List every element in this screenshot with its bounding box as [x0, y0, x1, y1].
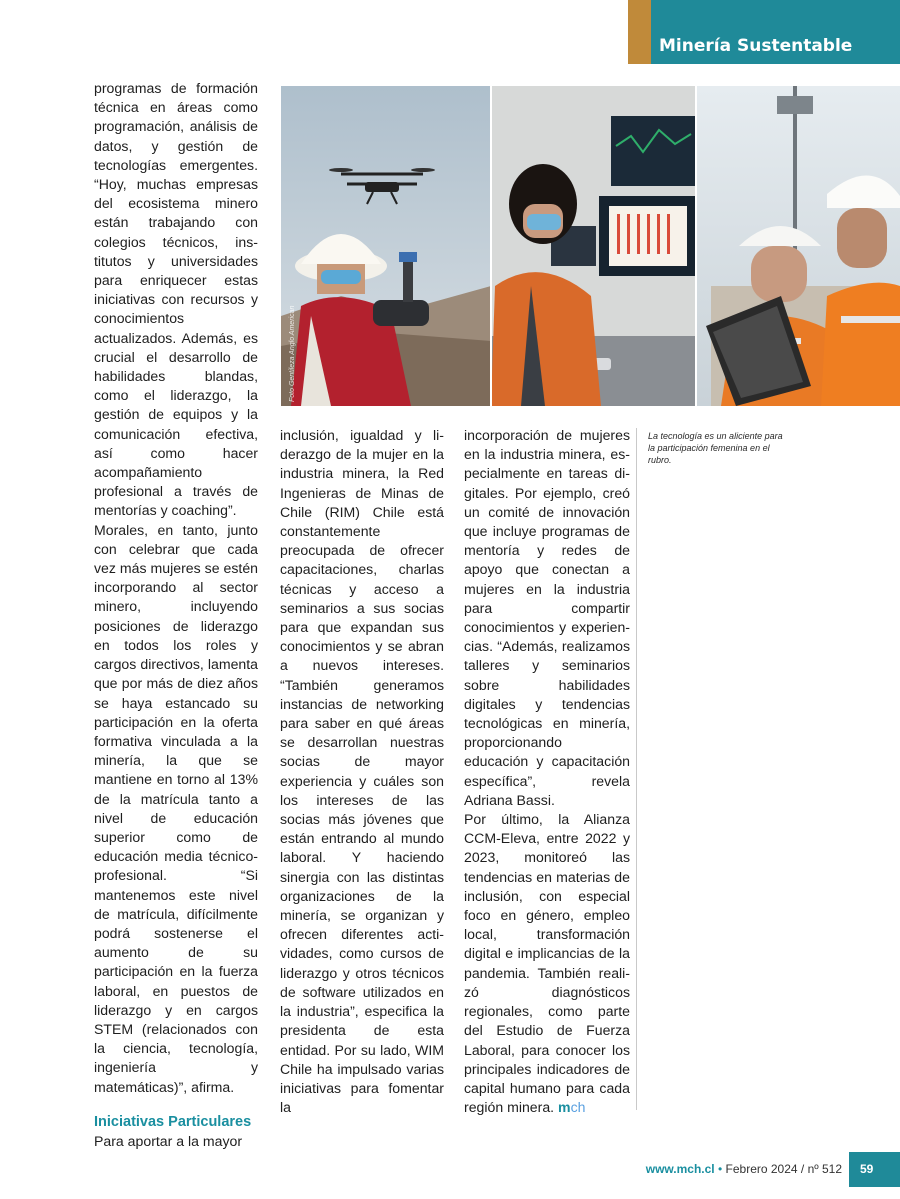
paragraph: inclusión, igualdad y liderazgo de la mujer en la industria minera, la Red Ingenieras de Minas de Chile (RIM) Chile está constantemente preocupada de ofrecer capacitaciones, charlas técnicas y acceso a seminarios a sus socias para que expandan sus conocimientos y se abran a nuevos intereses. “También generamos instancias de networking para saber en qué áreas se desarrollan nuestras socias de mayor experiencia y cuáles son los intereses de las socias más jóvenes que están entrando al mundo laboral. Y haciendo sinergia con las distintas organizaciones de la minería, se organizan y ofrecen diferentes actividades, como cursos de liderazgo y otros técnicos de software utilizados en la industria”, especifica la presidenta de esta entidad. Por su lado, WIM Chile ha impulsado varias iniciativas para fomentar la	[280, 427, 444, 1116]
photo-credit: Foto Gentileza Anglo American	[289, 305, 296, 402]
photo-control-room	[491, 86, 696, 406]
footer-issue: Febrero 2024 / nº 512	[725, 1162, 842, 1176]
photo-engineers-laptop	[696, 86, 900, 406]
paragraph: incorporación de mujeres en la industria minera, especialmente en tareas digitales. Por ejemplo, creó un comité de innovación que incluye programas de mentoría y redes de apoyo que conectan a mujeres en la industria para compartir conocimientos y experiencias. “Además, realizamos talleres y seminarios sobre habilidades digitales y tendencias tecnológicas en minería, proporcionando educación y capacitación específica”, revela Adriana Bassi.	[464, 427, 630, 808]
subheading: Iniciativas Particulares	[94, 1113, 252, 1130]
paragraph: programas de formación técnica en áreas como programación, análisis de datos, y gestión de tecnologías emergentes. “Hoy, muchas empresas del ecosistema minero están trabajando con colegios técnicos, institutos y universidades para enriquecer estas iniciativas con recursos y conocimientos actualizados. Además, es crucial el desarrollo de habilidades blandas, como el liderazgo, la gestión de equipos y la comunicación efectiva, así como hacer acompañamiento profesional a través de mentorías y coaching”.	[94, 80, 258, 519]
footer-separator: •	[717, 1162, 723, 1176]
photo-drone-operator	[281, 86, 491, 406]
page-number: 59	[849, 1152, 900, 1187]
article-column-1	[94, 79, 258, 1152]
section-title: Minería Sustentable	[659, 36, 853, 56]
photo-collage	[281, 86, 900, 406]
photo-collage-illustration	[281, 86, 900, 406]
mch-signature: mch	[558, 1099, 586, 1116]
paragraph: Para aportar a la mayor	[94, 1133, 243, 1150]
header-accent-bar	[628, 0, 651, 64]
section-header	[651, 0, 900, 64]
footer-url[interactable]: www.mch.cl	[645, 1162, 715, 1176]
photo-caption: La tecnología es un aliciente para la participación femenina en el rubro.	[648, 431, 783, 465]
paragraph	[464, 810, 630, 1117]
footer	[560, 1162, 842, 1176]
article-column-2	[280, 426, 444, 1117]
article-column-3	[464, 426, 630, 1117]
paragraph: Morales, en tanto, junto con celebrar que cada vez más mujeres se estén incorporando al sector minero, incluyendo posiciones de liderazgo en todos los roles y cargos directivos, lamenta que por más de diez años se haya estancado su participación en la oferta formativa vinculada a la minería, la que se mantiene en torno al 13% de la matrícula tanto a nivel de educación superior como de educación media técnico-profesional. “Si mantenemos este nivel de matrícula, difícilmente podrá sostenerse el aumento de su participación en la fuerza laboral, en puestos de liderazgo y en cargos STEM (relacionados con la ciencia, tecnología, ingeniería y matemáticas)”, afirma.	[94, 521, 258, 1095]
column-divider	[636, 428, 637, 1110]
paragraph-text: Por último, la Alianza CCM-Eleva, entre 2022 y 2023, monitoreó las tendencias en materias de inclusión, con especial foco en género, empleo local, transformación digital e implicancias de la pandemia. También realizó diagnósticos regionales, como parte del Estudio de Fuerza Laboral, para conocer los principales indicadores de capital humano para cada región minera.	[464, 811, 630, 1116]
